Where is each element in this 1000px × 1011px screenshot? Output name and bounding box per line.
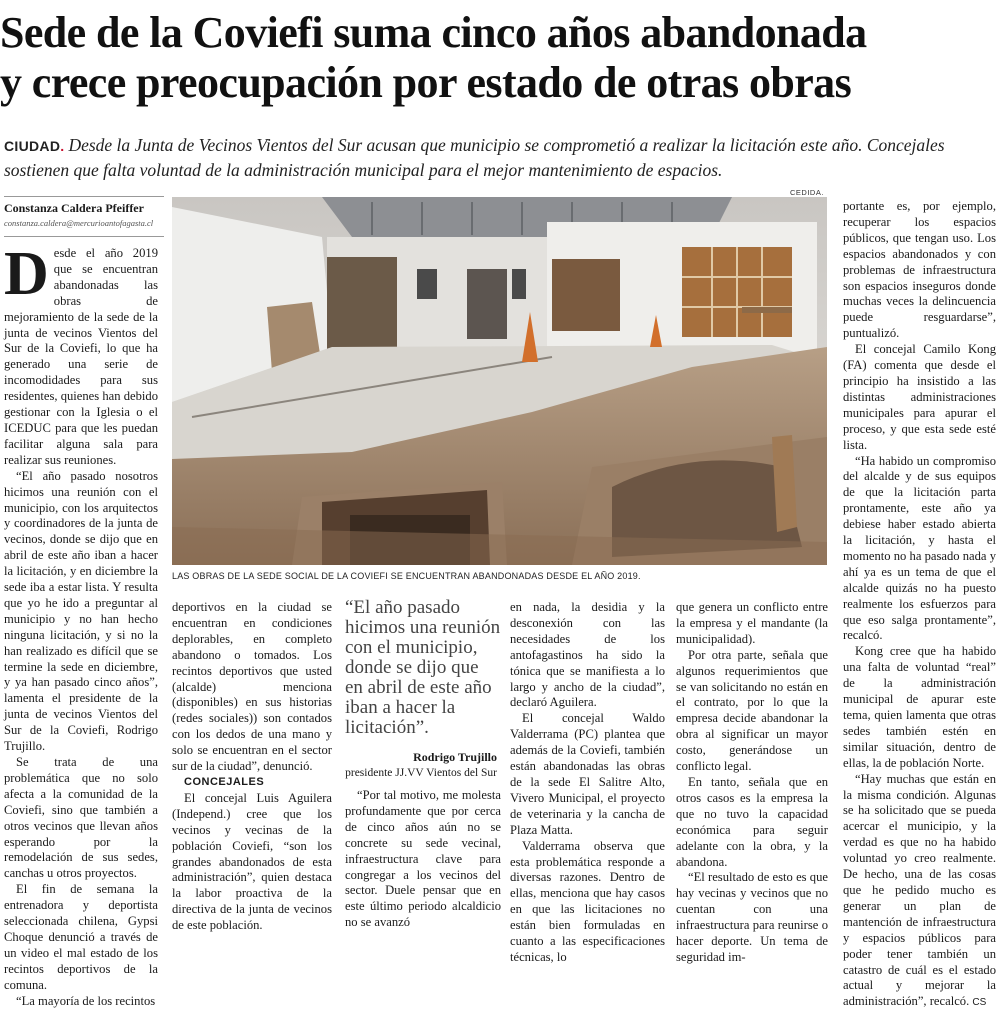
paragraph: Valderrama observa que esta problemática responde a diversas razones. Dentro de ellas, menciona que hay casos en que las licitaciones no están bien formuladas en cuanto a las especificaciones técnicas, lo	[510, 838, 665, 964]
paragraph: El concejal Luis Aguilera (Independ.) cree que los vecinos y vecinas de la población Coviefi, “son los grandes abandonados de esta administración”, quien destaca la labor proactiva de la directiva de la junta de vecinos de este población.	[172, 790, 332, 933]
lede-text: Desde la Junta de Vecinos Vientos del Sur acusan que municipio se comprometió a realizar la licitación este año. Concejales sostienen que falta voluntad de la administración municipal para el mejor mantenimiento de espacios.	[4, 135, 945, 180]
column-4	[510, 600, 665, 966]
paragraph: que genera un conflicto entre la empresa y el mandante (la municipalidad).	[676, 600, 828, 646]
column-1	[4, 240, 158, 1010]
paragraph: En tanto, señala que en otros casos es la empresa la que no tuvo la capacidad económica para seguir adelante con la obra, y la abandona.	[676, 774, 828, 869]
paragraph: en nada, la desidia y la desconexión con las necesidades de los antofagastinos ha sido la tónica que se manifiesta a lo largo y ancho de la ciudad”, declaró Aguilera.	[510, 600, 665, 710]
byline-rule	[4, 196, 164, 197]
paragraph: Desde el año 2019 que se encuentran abandonadas las obras de mejoramiento de la sede de la junta de vecinos Vientos del Sur de la Coviefi, lo que ha generado una serie de incomodidades para sus residentes, quienes han debido gestionar con la Iglesia o el ICEDUC para que les puedan facilitar alguna sala para realizar sus reuniones.	[4, 240, 158, 467]
paragraph: portante es, por ejemplo, recuperar los espacios públicos, que tengan uso. Los espacios abandonados y con problemas de infraestructura son espacios inseguros donde muchas veces la delincuencia puede resguardarse”, puntualizó.	[843, 199, 996, 341]
pull-quote-role: presidente JJ.VV Vientos del Sur	[345, 767, 497, 779]
drop-cap: D	[4, 240, 49, 308]
column-5	[676, 600, 828, 966]
paragraph: “El año pasado nosotros hicimos una reunión con el municipio, con los arquitectos y coordinadores de la junta de vecinos, donde se dijo que en abril de este año iban a hacer la licitación, y en diciembre la sede iba a estar lista. Y resulta que yo he ido a preguntar al municipio y no han hecho ninguna licitación, y si no la han realizado es difícil que se termine la sede en diciembre, y ya han pasado cinco años”, lamenta el presidente de la junta de vecinos Vientos del Sur de la Coviefi, Rodrigo Trujillo.	[4, 468, 158, 754]
lede	[4, 133, 994, 182]
paragraph: deportivos en la ciudad se encuentran en condiciones deplorables, en completo abandono o tomados. Los recintos deportivos que usted (alcalde) menciona (disponibles) en sus historias (redes sociales)) son contados con los dedos de una mano y solo se encuentran en el sector sur de la ciudad”, denunció.	[172, 600, 332, 774]
byline-rule-bottom	[4, 236, 164, 237]
paragraph: El concejal Waldo Valderrama (PC) plantea que además de la Coviefi, también están abandonadas las obras de la sede El Salitre Alto, Vivero Municipal, el proyecto de veterinaria y la cancha de Plaza Matta.	[510, 711, 665, 837]
paragraph: “Hay muchas que están en la misma condición. Algunas se ha solicitado que se pueda acercar el municipio, y la verdad es que no ha habido voluntad yo creo realmente. De hecho, una de las cosas que he pedido mucho es generar un plan de mantención de infraestructura y espacios públicos para poder tener también un catastro de cuál es el estado actual y mejorar la administración”, recalcó. CS	[843, 771, 996, 1009]
headline-line-2: y crece preocupación por estado de otras obras	[0, 58, 852, 107]
paragraph: Por otra parte, señala que algunos requerimientos que se van solicitando no están en el contrato, por lo que la empresa decide abandonar la obra al significar un mayor costo, generándose un conflicto legal.	[676, 647, 828, 774]
byline-email: constanza.caldera@mercurioantofagasta.cl	[4, 218, 154, 228]
column-2	[172, 600, 332, 934]
article-end-mark: CS	[972, 997, 987, 1009]
paragraph: “Ha habido un compromiso del alcalde y de sus equipos de que la licitación parta prontamente, este año ya debiese haber estado abierta la licitación, y hasta el momento no ha pasado nada y ahí ya es un tema de que el alcalde quizás no ha puesto realmente los esfuerzos para que eso salga prontamente”, recalcó.	[843, 453, 996, 643]
photo-caption: LAS OBRAS DE LA SEDE SOCIAL DE LA COVIEFI SE ENCUENTRAN ABANDONADAS DESDE EL AÑO 2019.	[172, 571, 641, 581]
photo-credit: CEDIDA.	[790, 188, 824, 197]
paragraph: “Por tal motivo, me molesta profundamente que por cerca de cinco años aún no se concrete su sede vecinal, infraestructura clave para congregar a los vecinos del sector. Duele pensar que en este último periodo alcaldicio no se avanzó	[345, 788, 501, 930]
paragraph: El concejal Camilo Kong (FA) comenta que desde el principio ha insistido a las distintas administraciones municipales para apurar el proceso, y que esta sede esté lista.	[843, 342, 996, 452]
paragraph: “El resultado de esto es que hay vecinas y vecinos que no cuentan con una infraestructura para reunirse o hacer deporte. Un tema de seguridad im-	[676, 870, 828, 964]
pull-quote	[345, 598, 501, 779]
section-subhead: CONCEJALES	[184, 775, 265, 788]
pull-quote-text: “El año pasado hicimos una reunión con el municipio, donde se dijo que en abril de este año iban a hacer la licitación”.	[345, 597, 501, 738]
column-6	[843, 199, 996, 1011]
paragraph: Se trata de una problemática que no solo afecta a la comunidad de la Coviefi, sino que también a otros vecinos que llevan años esperando por la remodelación de sus sedes, canchas u otros proyectos.	[4, 755, 158, 881]
section-kicker: CIUDAD.	[4, 138, 65, 154]
paragraph: Kong cree que ha habido una falta de voluntad “real” de la administración municipal de apurar este tema, quien lamenta que otras sedes también estén en similar situación, dentro de ellas, la de población Norte.	[843, 644, 996, 770]
headline-line-1: Sede de la Coviefi suma cinco años abandonada	[0, 8, 867, 57]
paragraph: “La mayoría de los recintos	[16, 993, 156, 1008]
byline-author: Constanza Caldera Pfeiffer	[4, 201, 144, 215]
headline	[0, 8, 1000, 108]
pull-quote-name: Rodrigo Trujillo	[413, 750, 497, 764]
construction-site-photo	[172, 197, 827, 565]
column-3	[345, 788, 501, 931]
paragraph: El fin de semana la entrenadora y deportista seleccionada chilena, Gypsi Choque denunció a través de un video el mal estado de los recintos deportivos de la comuna.	[4, 882, 158, 992]
